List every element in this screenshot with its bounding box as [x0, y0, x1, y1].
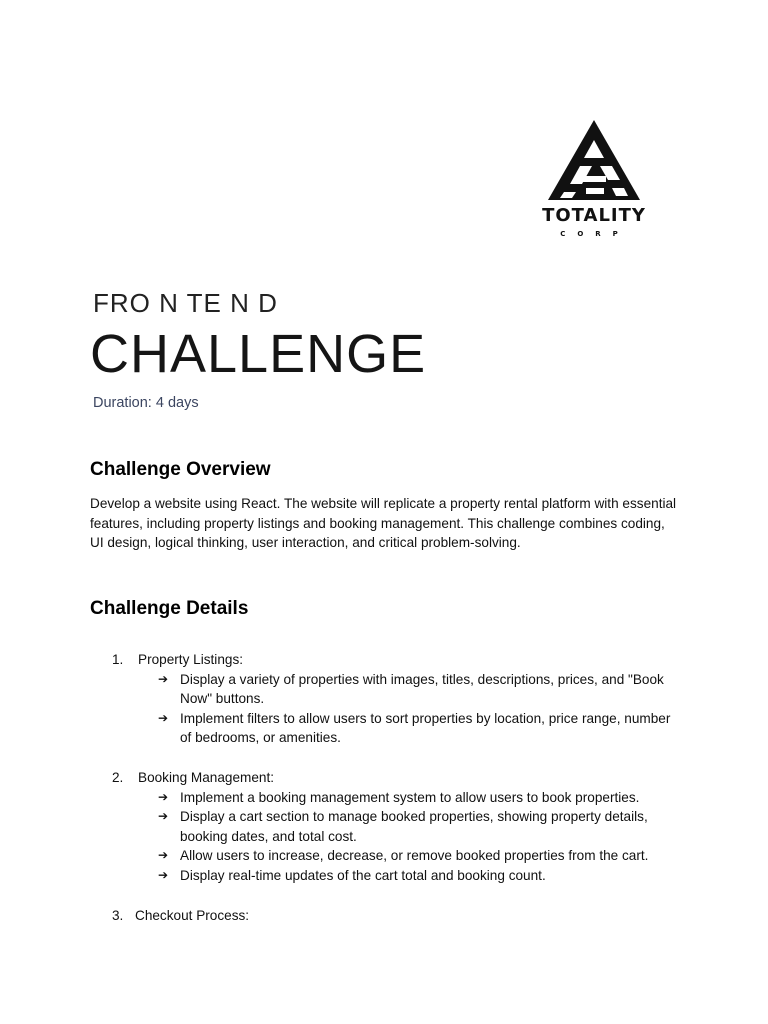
arrow-bullet-icon: ➔ — [158, 789, 169, 804]
arrow-bullet-icon: ➔ — [158, 710, 169, 725]
arrow-bullet-icon: ➔ — [158, 671, 169, 686]
list-item-text: Allow users to increase, decrease, or remove booked properties from the cart. — [180, 848, 649, 864]
arrow-bullet-icon: ➔ — [158, 848, 169, 863]
section-heading — [112, 768, 692, 788]
list-item-text: Display real-time updates of the cart total and booking count. — [180, 867, 546, 883]
arrow-bullet-icon: ➔ — [158, 867, 169, 882]
details-section-checkout-process — [112, 906, 692, 926]
document-title: CHALLENGE — [90, 324, 427, 384]
details-heading: Challenge Details — [90, 598, 249, 619]
overview-paragraph: Develop a website using React. The website will replicate a property rental platform with essential features, including property listings and booking management. This challenge combines coding, UI design, logical thinking, user interaction, and critical problem-solving. — [90, 496, 677, 551]
list-item — [112, 670, 692, 709]
section-title: Checkout Process: — [135, 908, 250, 923]
section-number: 2. — [112, 770, 124, 785]
section-heading — [112, 906, 692, 926]
list-item — [112, 788, 692, 808]
overview-heading: Challenge Overview — [90, 459, 271, 480]
section-number: 1. — [112, 652, 124, 667]
section-bullet-list — [112, 670, 692, 748]
list-item-text: Implement filters to allow users to sort properties by location, price range, number of bedrooms, or amenities. — [180, 710, 671, 746]
list-item-text: Display a variety of properties with images, titles, descriptions, prices, and "Book Now" buttons. — [180, 671, 664, 707]
logo-wordmark: TOTALITY — [542, 205, 646, 226]
logo-subtext: CORP — [560, 230, 630, 238]
list-item-text: Implement a booking management system to allow users to book properties. — [180, 789, 640, 805]
section-number: 3. — [112, 908, 124, 923]
details-section-booking-management — [112, 768, 692, 886]
section-title: Property Listings: — [138, 652, 244, 667]
list-item — [112, 846, 692, 866]
list-item-text: Display a cart section to manage booked properties, showing property details, booking dates, and total cost. — [180, 809, 648, 844]
duration-text: Duration: 4 days — [93, 395, 199, 411]
totality-corp-logo — [520, 118, 668, 242]
list-item — [112, 709, 692, 748]
section-bullet-list — [112, 788, 692, 886]
section-title: Booking Management: — [138, 770, 275, 785]
details-section-property-listings — [112, 650, 692, 748]
list-item — [112, 807, 692, 846]
triangle-logo-icon — [520, 118, 668, 208]
list-item — [112, 866, 692, 886]
section-heading — [112, 650, 692, 670]
arrow-bullet-icon: ➔ — [158, 809, 169, 824]
document-kicker: FRO N TE N D — [93, 288, 278, 318]
